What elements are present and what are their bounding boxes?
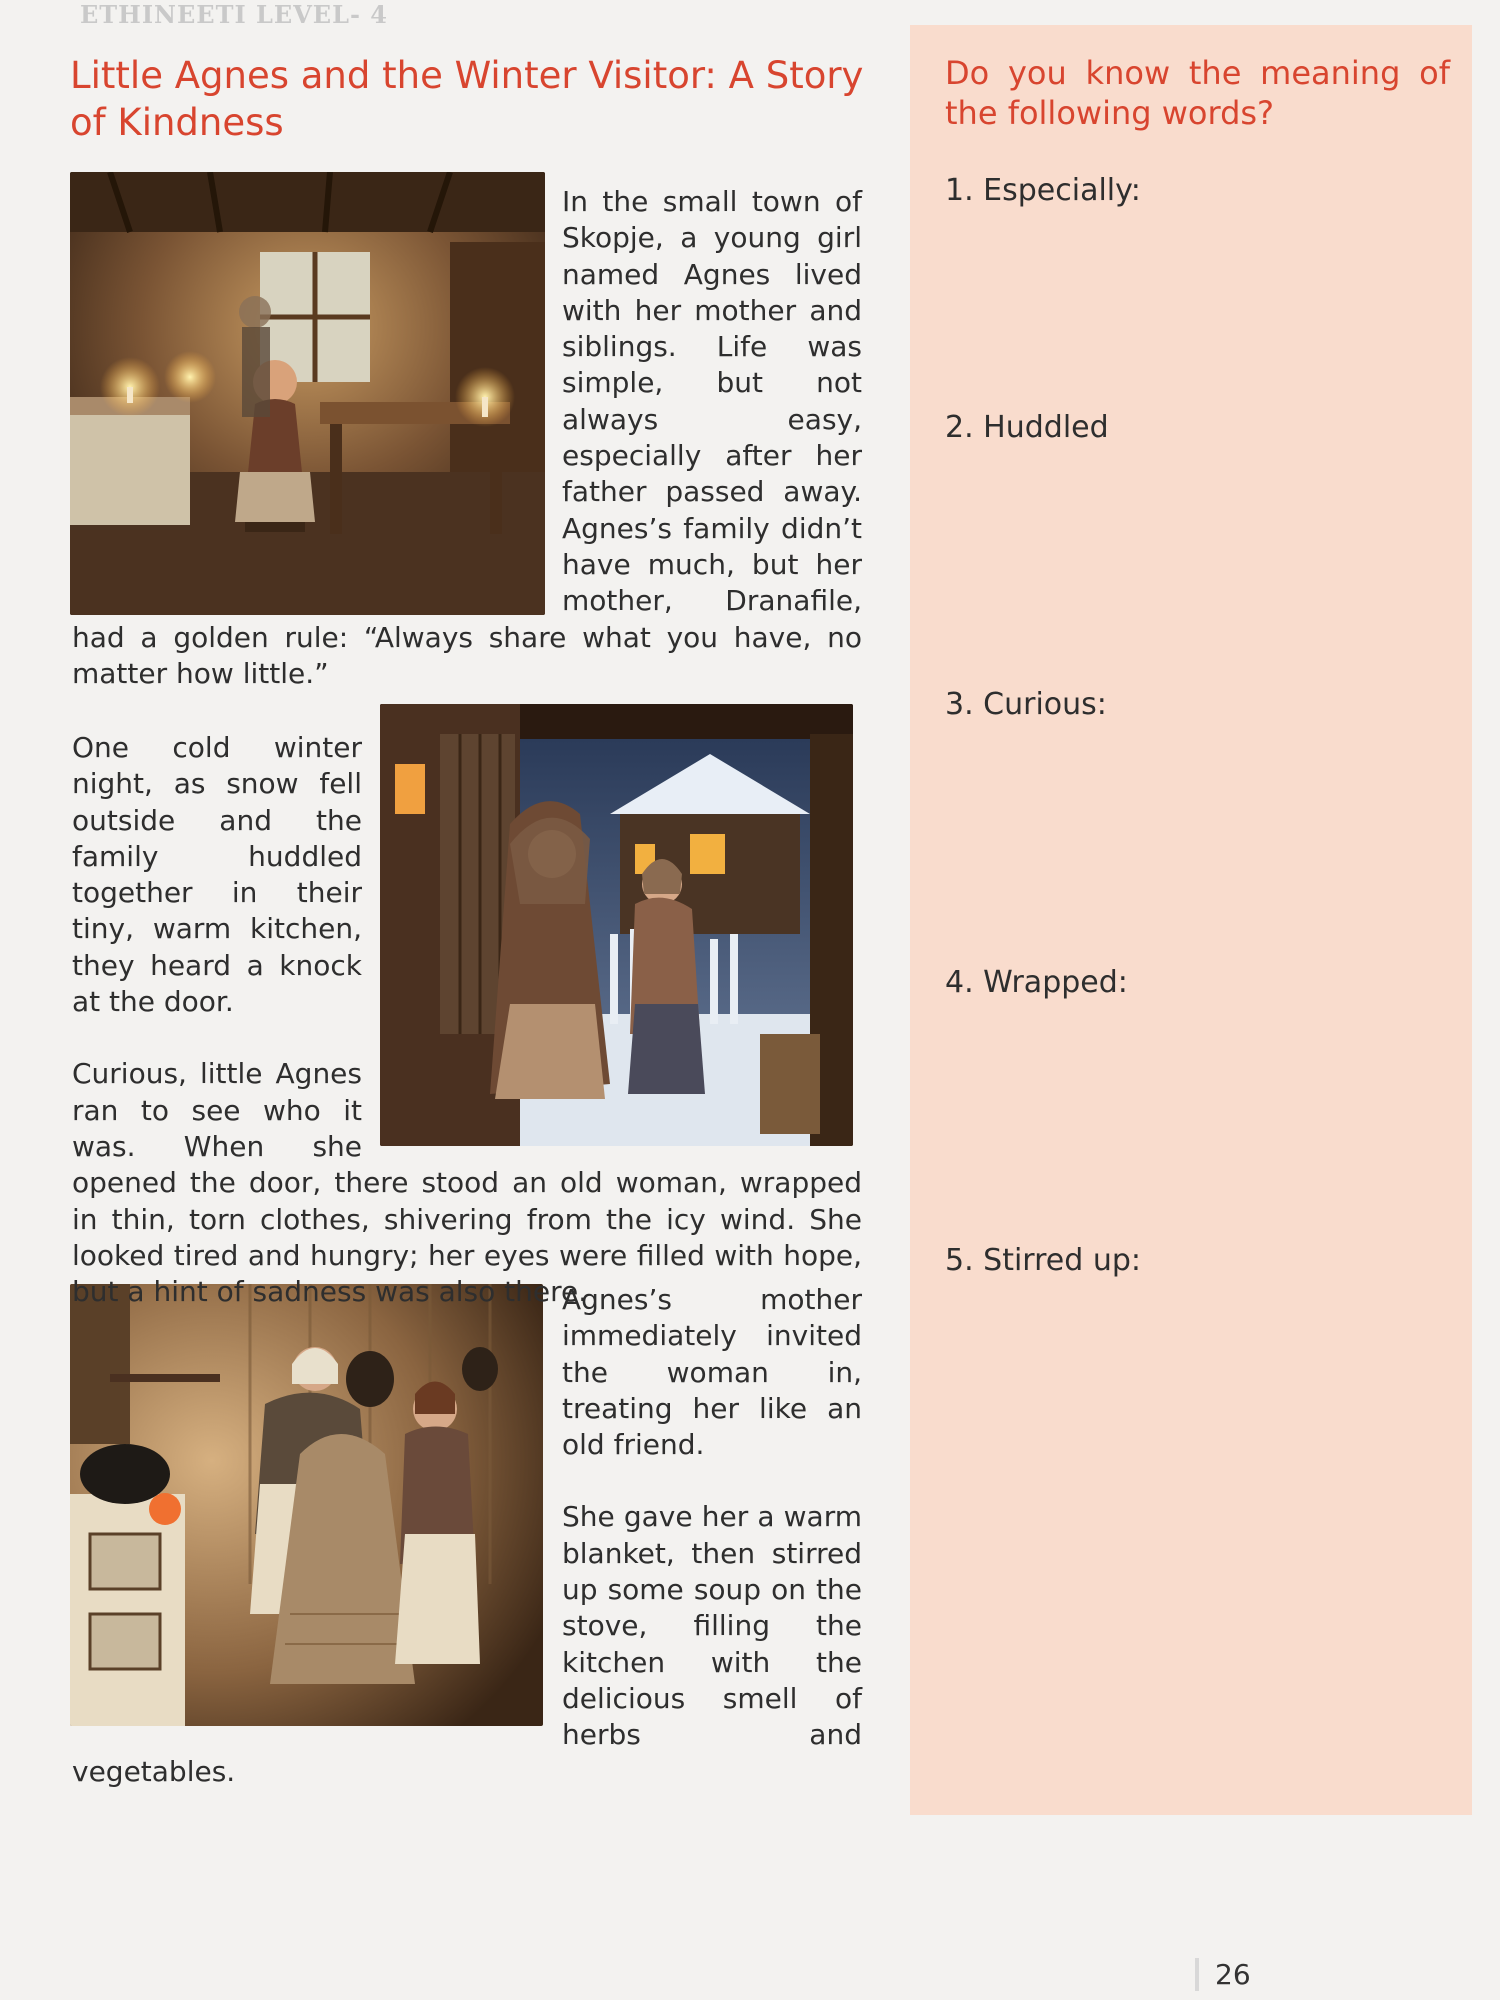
vocabulary-panel [910,25,1472,1815]
vocab-word-5: 5. Stirred up: [945,1243,1141,1278]
story-block-2 [72,730,862,1310]
faded-header: ETHINEETI LEVEL- 4 [80,0,388,29]
story-paragraph-4: Agnes’s mother immediately invited the woman in, treating her like an old friend. [562,1283,862,1462]
story-block-3 [72,1282,862,1790]
vocab-word-3: 3. Curious: [945,687,1107,722]
vocab-word-1: 1. Especially: [945,173,1141,208]
page-number: 26 [1195,1958,1251,1991]
vocab-word-2: 2. Huddled [945,410,1109,445]
story-paragraph-1: In the small town of Skopje, a young girl named Agnes lived with her mother and siblings. Life was simple, but not always easy, especially after her father passed away. Agnes’s family didn’t have much, but her mother, Dranafile, had a golden rule: “Always share what you have, no matter how little.” [72,185,862,690]
vocabulary-question: Do you know the meaning of the following words? [945,54,1450,132]
story-block-1 [72,184,862,692]
story-paragraph-3: Curious, little Agnes ran to see who it was. When she opened the door, there stood an old woman, wrapped in thin, torn clothes, shivering from the icy wind. She looked tired and hungry; her eyes were filled with hope, but a hint of sadness was also there. [72,1057,862,1309]
vocab-word-4: 4. Wrapped: [945,965,1128,1000]
story-paragraph-2: One cold winter night, as snow fell outside and the family huddled together in their tiny, warm kitchen, they heard a knock at the door. [72,731,362,1019]
page-title: Little Agnes and the Winter Visitor: A Story of Kindness [70,54,864,144]
story-paragraph-5: She gave her a warm blanket, then stirred up some soup on the stove, filling the kitchen with the delicious smell of herbs and vegetables. [72,1500,862,1788]
